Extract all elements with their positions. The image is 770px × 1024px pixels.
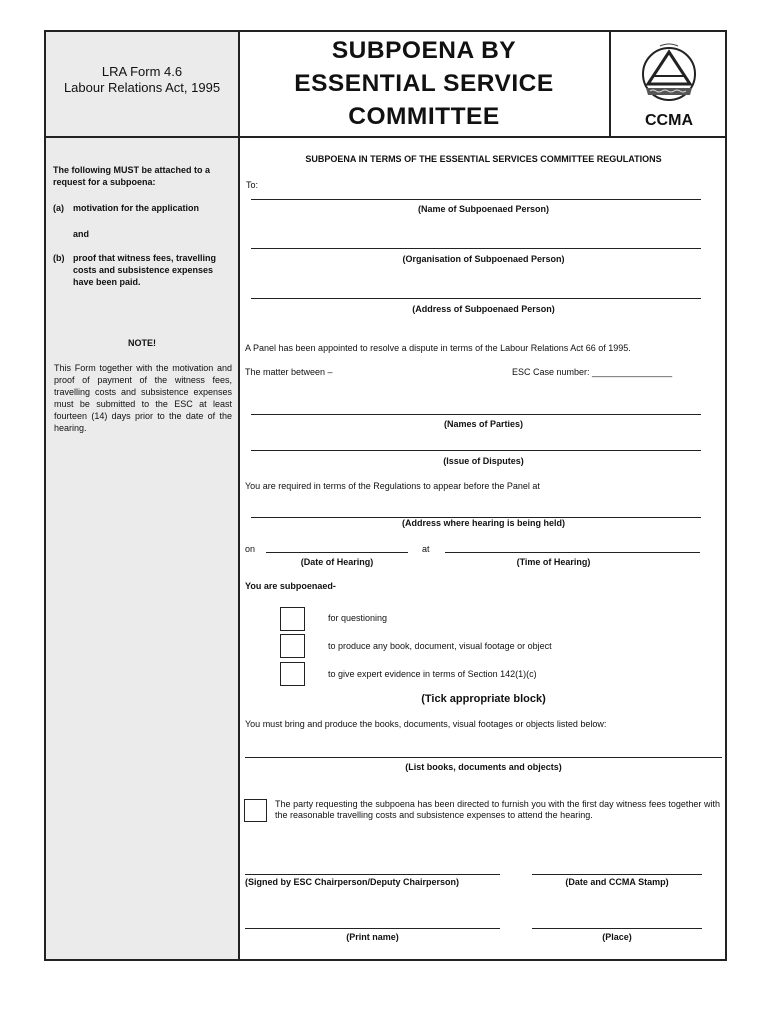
option-expert: to give expert evidence in terms of Section 142(1)(c) [328, 669, 537, 679]
form-number: LRA Form 4.6 [101, 64, 183, 79]
print-name-caption: (Print name) [346, 932, 399, 942]
logo-text: CCMA [645, 112, 693, 129]
note-body: This Form together with the motivation and proof of payment of the witness fees, travelling costs and subsistence expenses must be submitted to the ESC at least fourteen (14) days prior to the date of the hearing. [54, 363, 232, 433]
print-name-line[interactable] [245, 928, 500, 929]
page-title [240, 34, 608, 133]
subpoenaed-label: You are subpoenaed- [245, 581, 336, 591]
disputes-caption: (Issue of Disputes) [443, 456, 524, 466]
address-line[interactable] [251, 298, 701, 299]
option-questioning: for questioning [328, 613, 388, 623]
signature-line[interactable] [245, 874, 500, 875]
title-box [240, 32, 608, 136]
list-line[interactable] [245, 757, 722, 758]
bring-text: You must bring and produce the books, documents, visual footages or objects listed below: [245, 719, 607, 729]
sidebar-and: and [73, 229, 90, 239]
time-line[interactable] [445, 552, 700, 553]
esc-case-number[interactable]: ESC Case number: ________________ [512, 367, 673, 377]
name-caption: (Name of Subpoenaed Person) [417, 204, 550, 214]
sidebar-item-a [53, 202, 233, 214]
form-identifier [46, 64, 238, 96]
sidebar-intro: The following MUST be attached to a request for a subpoena: [53, 165, 211, 187]
required-text: You are required in terms of the Regulations to appear before the Panel at [245, 481, 540, 491]
panel-text: A Panel has been appointed to resolve a dispute in terms of the Labour Relations Act 66 of 1995. [245, 343, 631, 353]
fees-text: The party requesting the subpoena has been directed to furnish you with the first day witness fees together with the reasonable travelling costs and subsistence expenses to attend the hearing. [275, 799, 720, 820]
item-a-text: motivation for the application [73, 203, 200, 213]
date-stamp-line[interactable] [532, 874, 702, 875]
to-label: To: [246, 180, 259, 190]
signed-caption: (Signed by ESC Chairperson/Deputy Chairperson) [245, 877, 460, 887]
at-label: at [422, 544, 430, 554]
tick-caption: (Tick appropriate block) [421, 693, 546, 705]
place-line[interactable] [532, 928, 702, 929]
item-b-text: proof that witness fees, travelling costs and subsistence expenses have been paid. [73, 253, 217, 287]
matter-between: The matter between – [245, 367, 333, 377]
header-divider [46, 136, 725, 138]
parties-caption: (Names of Parties) [443, 419, 524, 429]
fees-checkbox[interactable] [244, 799, 267, 822]
date-line[interactable] [266, 552, 408, 553]
column-divider [238, 32, 240, 959]
expert-checkbox[interactable] [280, 662, 305, 686]
option-produce: to produce any book, document, visual footage or object [328, 641, 552, 651]
organisation-caption: (Organisation of Subpoenaed Person) [402, 254, 565, 264]
disputes-line[interactable] [251, 450, 701, 451]
parties-line[interactable] [251, 414, 701, 415]
title-line-1: SUBPOENA BY [331, 37, 517, 64]
list-caption: (List books, documents and objects) [405, 762, 562, 772]
item-a-label: (a) [53, 203, 64, 213]
date-caption: (Date of Hearing) [300, 557, 374, 567]
name-line[interactable] [251, 199, 701, 200]
act-name: Labour Relations Act, 1995 [63, 80, 221, 95]
logo-box [609, 32, 727, 136]
title-line-2: ESSENTIAL SERVICE [294, 70, 554, 97]
sidebar-item-b [53, 252, 233, 288]
place-caption: (Place) [602, 932, 632, 942]
on-label: on [245, 544, 256, 554]
hearing-address-caption: (Address where hearing is being held) [401, 518, 566, 528]
date-stamp-caption: (Date and CCMA Stamp) [565, 877, 669, 887]
questioning-checkbox[interactable] [280, 607, 305, 631]
title-line-3: COMMITTEE [348, 103, 500, 130]
main-heading: SUBPOENA IN TERMS OF THE ESSENTIAL SERVICES COMMITTEE REGULATIONS [305, 154, 662, 164]
produce-checkbox[interactable] [280, 634, 305, 658]
ccma-logo-icon [640, 40, 698, 110]
item-b-label: (b) [53, 253, 65, 263]
subpoena-form [44, 30, 727, 961]
note-title: NOTE! [128, 338, 156, 348]
address-caption: (Address of Subpoenaed Person) [412, 304, 555, 314]
organisation-line[interactable] [251, 248, 701, 249]
time-caption: (Time of Hearing) [516, 557, 591, 567]
